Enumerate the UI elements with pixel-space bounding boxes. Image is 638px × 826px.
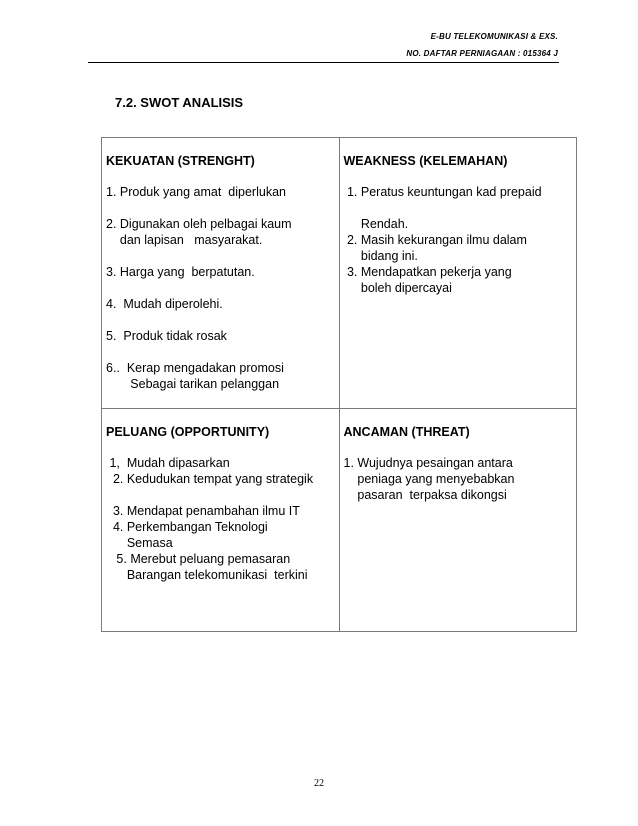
weakness-item: boleh dipercayai	[343, 281, 452, 295]
threats-title: ANCAMAN (THREAT)	[343, 425, 470, 439]
threat-item: pasaran terpaksa dikongsi	[343, 488, 507, 502]
strength-item: Sebagai tarikan pelanggan	[106, 377, 280, 391]
document-header	[406, 28, 558, 62]
weaknesses-title: WEAKNESS (KELEMAHAN)	[343, 154, 508, 168]
opportunity-item: Semasa	[106, 536, 173, 550]
threat-item: 1. Wujudnya pesaingan antara	[343, 456, 513, 470]
swot-cell-weaknesses	[339, 138, 577, 409]
strength-item: 2. Digunakan oleh pelbagai kaum	[106, 217, 292, 231]
weakness-item: bidang ini.	[343, 249, 418, 263]
opportunity-item: 4. Perkembangan Teknologi	[106, 520, 268, 534]
swot-cell-opportunities	[102, 409, 340, 632]
threat-item: peniaga yang menyebabkan	[343, 472, 515, 486]
opportunity-item: 5. Merebut peluang pemasaran	[106, 552, 291, 566]
header-company: E-BU TELEKOMUNIKASI & EXS.	[430, 32, 558, 41]
section-title: 7.2. SWOT ANALISIS	[115, 95, 244, 110]
opportunity-item: 3. Mendapat penambahan ilmu IT	[106, 504, 300, 518]
header-registration: NO. DAFTAR PERNIAGAAN : 015364 J	[406, 49, 558, 58]
opportunity-item: Barangan telekomunikasi terkini	[106, 568, 308, 582]
opportunity-item: 2. Kedudukan tempat yang strategik	[106, 472, 314, 486]
weakness-item: 3. Mendapatkan pekerja yang	[343, 265, 512, 279]
strength-item: dan lapisan masyarakat.	[106, 233, 263, 247]
weakness-item: 2. Masih kekurangan ilmu dalam	[343, 233, 527, 247]
opportunity-item: 1, Mudah dipasarkan	[106, 456, 230, 470]
strength-item: 5. Produk tidak rosak	[106, 329, 227, 343]
strength-item: 6.. Kerap mengadakan promosi	[106, 361, 284, 375]
header-divider	[88, 62, 559, 63]
swot-table	[101, 137, 577, 632]
weakness-item: 1. Peratus keuntungan kad prepaid	[343, 185, 542, 199]
strength-item: 1. Produk yang amat diperlukan	[106, 185, 286, 199]
strengths-title: KEKUATAN (STRENGHT)	[106, 154, 255, 168]
strength-item: 3. Harga yang berpatutan.	[106, 265, 255, 279]
opportunities-title: PELUANG (OPPORTUNITY)	[106, 425, 270, 439]
weakness-item: Rendah.	[343, 217, 409, 231]
strength-item: 4. Mudah diperolehi.	[106, 297, 223, 311]
page-number: 22	[314, 778, 324, 789]
swot-cell-threats	[339, 409, 577, 632]
swot-cell-strengths	[102, 138, 340, 409]
